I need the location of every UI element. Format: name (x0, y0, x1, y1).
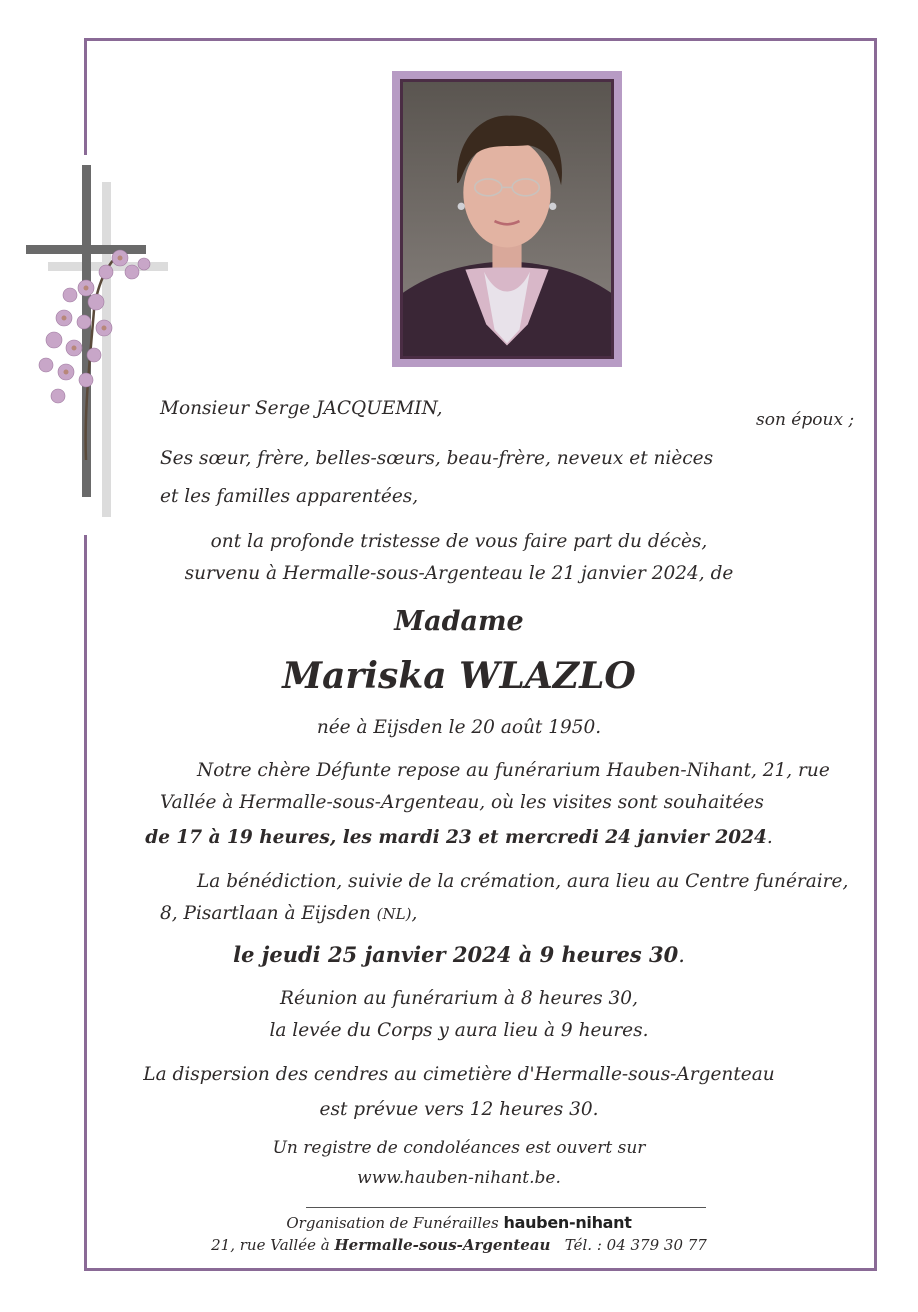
ceremony-line-1: La bénédiction, suivie de la crémation, aura lieu au Centre funéraire, (197, 871, 849, 892)
visitation-line-2: Vallée à Hermalle-sous-Argenteau, où les visites sont souhaitées (160, 792, 764, 813)
footer-divider (306, 1207, 706, 1208)
ceremony-address-end: , (411, 903, 418, 924)
dispersion-line-1: La dispersion des cendres au cimetière d'Hermalle-sous-Argenteau (143, 1064, 775, 1085)
ceremony-date-text: le jeudi 25 janvier 2024 à 9 heures 30 (233, 942, 679, 967)
meeting-line-2: la levée du Corps y aura lieu à 9 heures. (269, 1020, 649, 1041)
dispersion-line-2: est prévue vers 12 heures 30. (319, 1099, 599, 1120)
footer-address-city: Hermalle-sous-Argenteau (334, 1236, 551, 1254)
ceremony-date (0, 944, 918, 966)
ceremony-line-2 (160, 905, 417, 924)
visitation-hours-text: de 17 à 19 heures, les mardi 23 et mercredi 24 janvier 2024 (145, 827, 767, 848)
announcement-line-2: survenu à Hermalle-sous-Argenteau le 21 janvier 2024, de (184, 563, 734, 584)
ceremony-country: (NL) (376, 905, 412, 923)
visitation-hours (0, 829, 918, 848)
deceased-birth: née à Eijsden le 20 août 1950. (316, 717, 602, 738)
footer-address-prefix: 21, rue Vallée à (211, 1236, 330, 1254)
portrait-frame (392, 71, 622, 367)
ceremony-date-end: . (678, 943, 685, 967)
announcement-line-1: ont la profonde tristesse de vous faire part du décès, (210, 531, 708, 552)
register-line-1: Un registre de condoléances est ouvert sur (272, 1138, 646, 1158)
family-husband-role: son époux ; (756, 410, 855, 430)
deceased-name: Mariska WLAZLO (282, 655, 636, 697)
footer-brand-logo: hauben-nihant (503, 1213, 632, 1232)
portrait-photo (400, 79, 614, 359)
visitation-hours-end: . (766, 827, 773, 848)
meeting-line-1: Réunion au funérarium à 8 heures 30, (280, 988, 638, 1009)
family-siblings: Ses sœur, frère, belles-sœurs, beau-frère, neveux et nièces (160, 448, 714, 469)
footer-address (0, 1238, 918, 1253)
register-url[interactable]: www.hauben-nihant.be. (357, 1168, 561, 1188)
visitation-line-1: Notre chère Défunte repose au funérarium Hauben-Nihant, 21, rue (197, 760, 830, 781)
footer-phone: Tél. : 04 379 30 77 (564, 1236, 707, 1254)
family-husband: Monsieur Serge JACQUEMIN, (160, 398, 443, 419)
cross-with-orchid-icon (24, 160, 174, 520)
footer-organisation (0, 1215, 918, 1231)
footer-org-prefix: Organisation de Funérailles (286, 1214, 499, 1232)
deceased-title: Madame (394, 606, 524, 637)
ceremony-address: 8, Pisartlaan à Eijsden (160, 903, 371, 924)
family-relatives: et les familles apparentées, (160, 486, 419, 507)
